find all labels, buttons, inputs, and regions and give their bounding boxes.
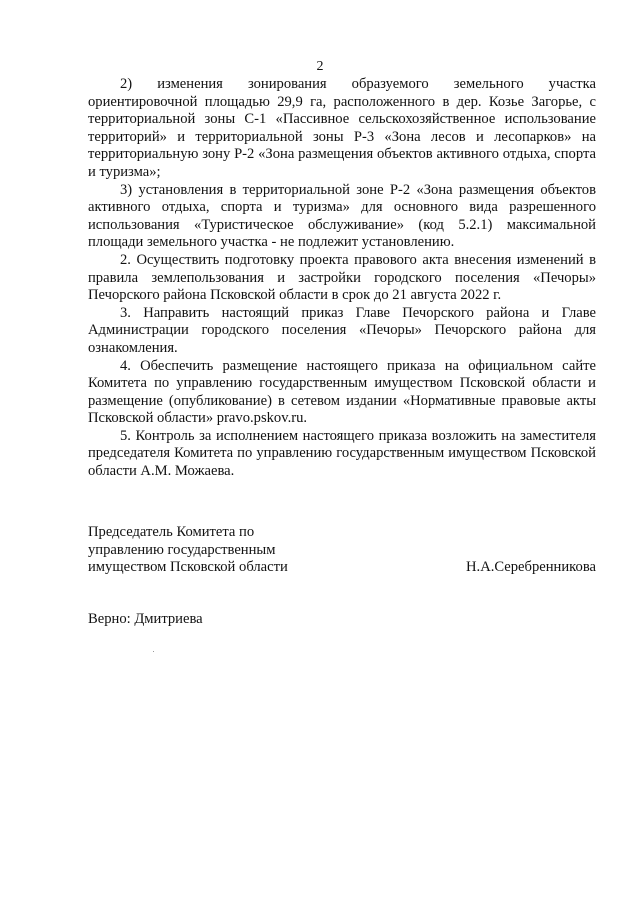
signer-name: Н.А.Серебренникова	[466, 559, 596, 576]
paragraph-max-area: 3) установления в территориальной зоне Р-2 «Зона размещения объектов активного отдыха, спорта и туризма» для основного вида разрешенного использования «Туристическое обслуживание» (код 5.2.1) максимальной площади земельного участка - не подлежит установлению.	[88, 181, 596, 251]
signature-block	[88, 524, 596, 577]
scan-speck	[153, 651, 154, 652]
document-body	[88, 76, 596, 481]
signer-position-line-1: Председатель Комитета по	[88, 524, 255, 540]
paragraph-send-order: 3. Направить настоящий приказ Главе Печорского района и Главе Администрации городского поселения «Печоры» Печорского района для ознакомления.	[88, 304, 596, 356]
paragraph-zoning-change: 2) изменения зонирования образуемого земельного участка ориентировочной площадью 29,9 га, расположенного в дер. Козье Загорье, с территориальной зоны С-1 «Пассивное сельскохозяйственное использование территорий» и территориальной зоны Р-3 «Зона лесов и лесопарков» на территориальную зону Р-2 «Зона размещения объектов активного отдыха, спорта и туризма»;	[88, 76, 596, 180]
signer-position-line-2: управлению государственным	[88, 541, 276, 558]
certified-copy-note: Верно: Дмитриева	[88, 611, 203, 627]
signer-position-line-3: имуществом Псковской области	[88, 559, 288, 576]
paragraph-prepare-draft: 2. Осуществить подготовку проекта правового акта внесения изменений в правила землепользования и застройки городского поселения «Печоры» Печорского района Псковской области в срок до 21 августа 2022 г.	[88, 251, 596, 304]
paragraph-control: 5. Контроль за исполнением настоящего приказа возложить на заместителя председателя Комитета по управлению государственным имуществом Псковской области А.М. Можаева.	[88, 427, 596, 480]
paragraph-publication: 4. Обеспечить размещение настоящего приказа на официальном сайте Комитета по управлению государственным имуществом Псковской области и размещение (опубликование) в сетевом издании «Нормативные правовые акты Псковской области» pravo.pskov.ru.	[88, 357, 596, 427]
signature-row	[88, 559, 596, 577]
page-number: 2	[316, 59, 324, 74]
